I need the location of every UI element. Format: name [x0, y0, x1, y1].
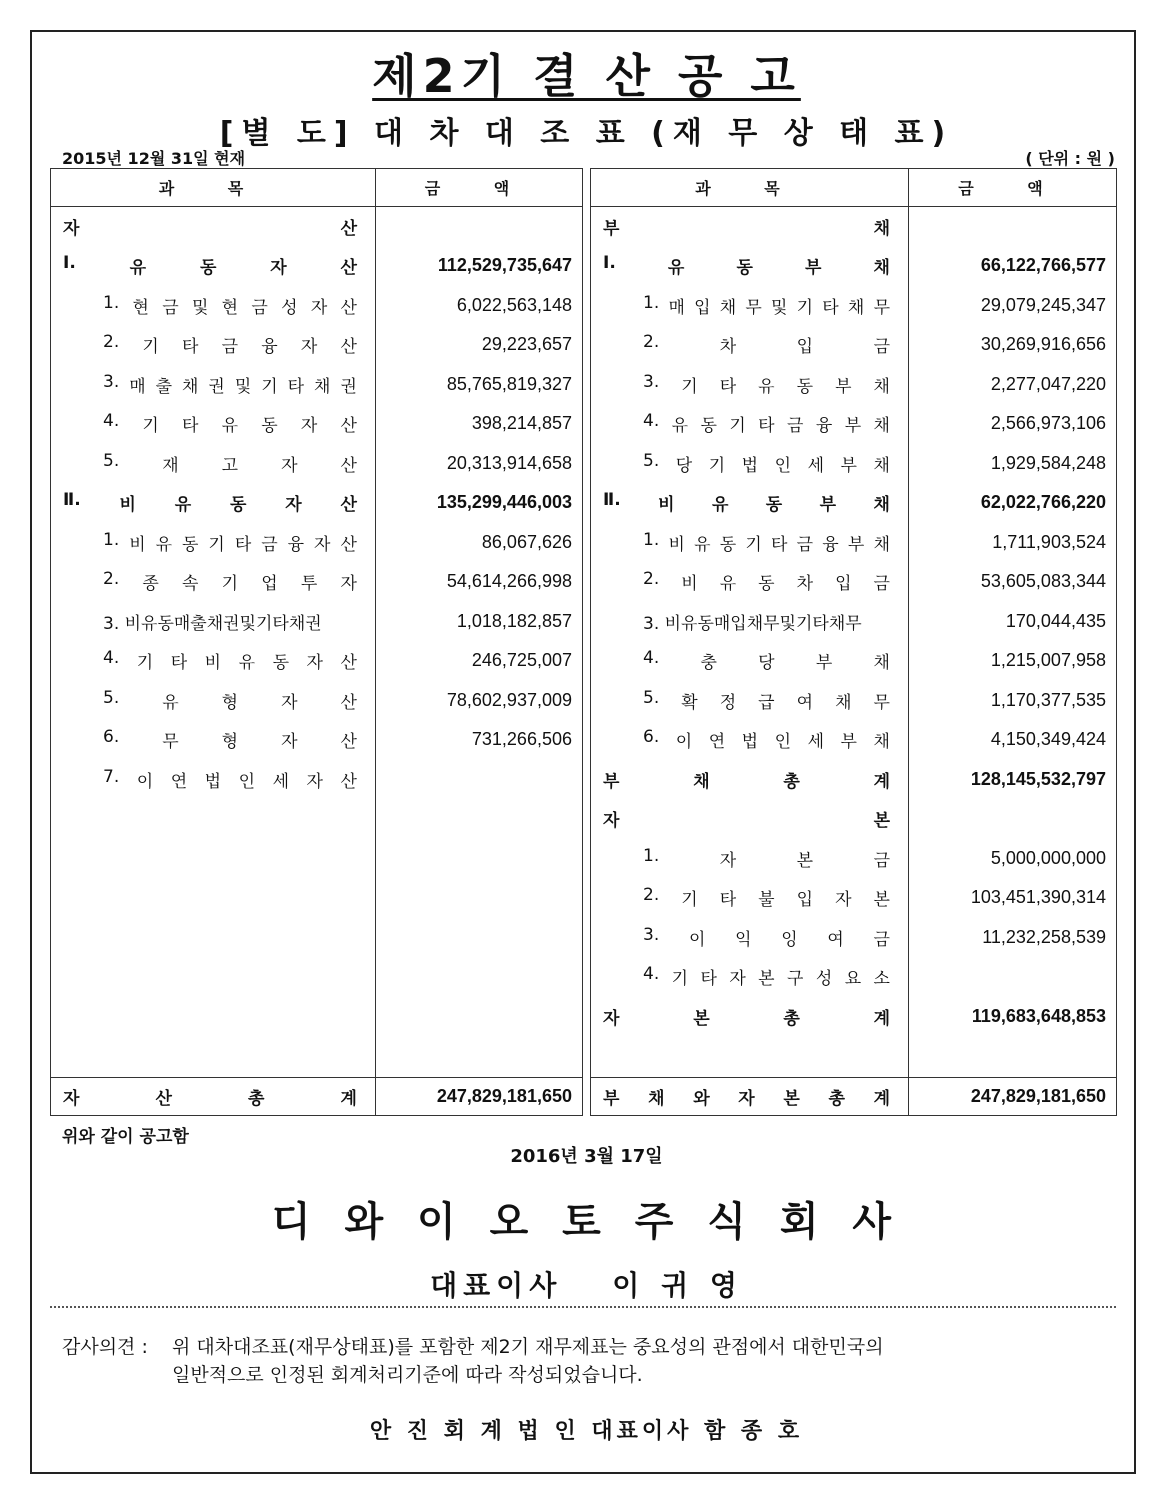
account-label-text: 2. 종 속 기 업 투 자	[103, 569, 357, 595]
table-row	[51, 523, 583, 563]
filler-row	[51, 799, 583, 1077]
account-amount: 6,022,563,148	[456, 294, 572, 315]
account-label-text: 2. 기 타 금 융 자 산	[103, 332, 357, 358]
ceo-title: 대표이사	[430, 1269, 563, 1302]
account-label	[51, 207, 376, 247]
account-label-text: 4. 유 동 기 타 금 융 부 채	[643, 411, 890, 437]
table-row	[51, 246, 583, 286]
issue-date: 2016년 3월 17일	[510, 1146, 663, 1167]
account-label	[51, 286, 376, 326]
account-amount: 1,215,007,958	[990, 650, 1106, 671]
table-row	[591, 760, 1117, 800]
total-label	[591, 1077, 909, 1115]
account-label	[591, 602, 909, 642]
account-label	[591, 957, 909, 997]
account-amount: 112,529,735,647	[437, 255, 572, 276]
account-label	[51, 562, 376, 602]
filler-cell	[376, 799, 583, 1077]
account-amount	[376, 207, 583, 247]
account-label-text: 자 본	[603, 811, 890, 832]
account-label-text: 4. 충 당 부 채	[643, 648, 890, 674]
page-subtitle: [별 도] 대 차 대 조 표 (재 무 상 태 표)	[219, 116, 954, 151]
table-row	[591, 641, 1117, 681]
account-label	[591, 760, 909, 800]
account-label	[591, 997, 909, 1037]
account-label	[591, 918, 909, 958]
account-label	[51, 483, 376, 523]
audit-label: 감사의견 :	[62, 1336, 148, 1358]
account-label-text: 2. 기 타 불 입 자 본	[643, 885, 890, 911]
table-row	[51, 286, 583, 326]
table-row	[591, 207, 1117, 247]
account-amount	[909, 799, 1117, 839]
account-label-text: 4. 기 타 비 유 동 자 산	[103, 648, 357, 674]
account-amount: 1,018,182,857	[456, 610, 572, 631]
account-header: 과 목	[591, 169, 909, 207]
table-row	[591, 444, 1117, 484]
account-label	[51, 444, 376, 484]
account-label	[591, 404, 909, 444]
account-amount: 53,605,083,344	[980, 571, 1106, 592]
filler-row	[591, 1036, 1117, 1077]
total-amount: 247,829,181,650	[376, 1077, 583, 1115]
account-label	[591, 286, 909, 326]
account-amount	[909, 957, 1117, 997]
table-row	[591, 365, 1117, 405]
account-label	[591, 641, 909, 681]
table-row	[51, 641, 583, 681]
table-row	[591, 681, 1117, 721]
table-row	[51, 444, 583, 484]
account-amount: 30,269,916,656	[980, 334, 1106, 355]
table-row	[591, 878, 1117, 918]
account-label	[51, 246, 376, 286]
account-label	[591, 562, 909, 602]
account-amount: 1,929,584,248	[990, 452, 1106, 473]
as-of-date: 2015년 12월 31일 현재	[62, 149, 246, 168]
account-label-text: 자 산	[63, 219, 357, 239]
account-label-text: 자 본 총 계	[603, 1008, 890, 1029]
total-row	[591, 1077, 1117, 1115]
account-label	[51, 641, 376, 681]
ceo-name: 이 귀 영	[612, 1269, 743, 1302]
account-label-text: 1. 매 입 채 무 및 기 타 채 무	[643, 292, 890, 318]
table-row	[51, 602, 583, 642]
account-label	[591, 444, 909, 484]
table-row	[591, 957, 1117, 997]
account-label	[51, 681, 376, 721]
account-label	[51, 365, 376, 405]
table-row	[591, 286, 1117, 326]
table-row	[591, 799, 1117, 839]
table-row	[591, 839, 1117, 879]
table-row	[591, 602, 1117, 642]
total-amount: 247,829,181,650	[909, 1077, 1117, 1115]
account-label-text: 5. 재 고 자 산	[103, 450, 357, 476]
account-label-text: 6. 이 연 법 인 세 부 채	[643, 727, 890, 753]
account-amount: 4,150,349,424	[990, 729, 1106, 750]
account-label	[51, 325, 376, 365]
account-label	[591, 720, 909, 760]
account-amount: 86,067,626	[481, 531, 572, 552]
account-amount: 246,725,007	[471, 650, 572, 671]
account-label	[51, 720, 376, 760]
account-label	[591, 523, 909, 563]
account-label-text: 3. 비유동매출채권및기타채권	[103, 613, 322, 634]
account-label	[591, 365, 909, 405]
table-row	[51, 720, 583, 760]
account-label-text: Ⅱ. 비 유 동 부 채	[603, 490, 890, 516]
divider	[50, 1306, 1116, 1308]
page-title: 제2기 결 산 공 고	[372, 49, 801, 103]
account-label	[51, 404, 376, 444]
audit-opinion-line2: 일반적으로 인정된 회계처리기준에 따라 작성되었습니다.	[172, 1364, 643, 1386]
account-label	[591, 207, 909, 247]
total-row	[51, 1077, 583, 1115]
amount-header: 금 액	[909, 169, 1117, 207]
account-label-text: Ⅱ. 비 유 동 자 산	[63, 490, 357, 516]
account-label	[591, 246, 909, 286]
account-amount: 54,614,266,998	[446, 571, 572, 592]
table-row	[591, 325, 1117, 365]
amount-header: 금 액	[376, 169, 583, 207]
account-label-text: 1. 현 금 및 현 금 성 자 산	[103, 292, 357, 318]
account-label	[591, 878, 909, 918]
table-row	[591, 523, 1117, 563]
account-label-text: Ⅰ. 유 동 자 산	[63, 253, 357, 279]
account-amount: 78,602,937,009	[446, 689, 572, 710]
account-amount: 29,223,657	[481, 334, 572, 355]
table-row	[591, 562, 1117, 602]
account-amount: 731,266,506	[471, 729, 572, 750]
account-label	[591, 325, 909, 365]
table-row	[51, 760, 583, 800]
account-label-text: 부 채 총 계	[603, 771, 890, 792]
account-label-text: 3. 매 출 채 권 및 기 타 채 권	[103, 371, 357, 397]
account-amount: 170,044,435	[1005, 610, 1106, 631]
account-amount: 66,122,766,577	[980, 255, 1106, 276]
account-amount: 2,277,047,220	[990, 373, 1106, 394]
assets-table	[50, 168, 583, 1116]
account-label-text: 3. 비유동매입채무및기타채무	[643, 613, 862, 634]
account-label-text: 2. 차 입 금	[643, 332, 890, 358]
account-label	[51, 602, 376, 642]
account-label-text: 4. 기 타 유 동 자 산	[103, 411, 357, 437]
account-amount: 5,000,000,000	[990, 847, 1106, 868]
account-label	[591, 681, 909, 721]
account-label-text: 4. 기 타 자 본 구 성 요 소	[643, 964, 890, 990]
table-row	[51, 325, 583, 365]
account-label	[51, 523, 376, 563]
total-label-text: 부 채 와 자 본 총 계	[603, 1088, 890, 1109]
account-label-text: 3. 기 타 유 동 부 채	[643, 371, 890, 397]
table-row	[591, 720, 1117, 760]
table-row	[591, 918, 1117, 958]
account-amount: 85,765,819,327	[446, 373, 572, 394]
account-amount: 20,313,914,658	[446, 452, 572, 473]
table-row	[591, 404, 1117, 444]
account-label-text: 2. 비 유 동 차 입 금	[643, 569, 890, 595]
account-amount: 398,214,857	[471, 413, 572, 434]
account-amount: 119,683,648,853	[971, 1005, 1106, 1026]
account-amount	[909, 207, 1117, 247]
unit-label: ( 단위 : 원 )	[1025, 149, 1115, 168]
account-amount: 1,711,903,524	[992, 531, 1106, 552]
table-row	[591, 246, 1117, 286]
account-label-text: 5. 유 형 자 산	[103, 687, 357, 713]
notice-text: 위와 같이 공고함	[62, 1127, 189, 1147]
total-label-text: 자 산 총 계	[63, 1088, 357, 1109]
table-row	[591, 483, 1117, 523]
account-amount: 29,079,245,347	[980, 294, 1106, 315]
account-amount	[376, 760, 583, 800]
account-label	[591, 799, 909, 839]
account-label-text: Ⅰ. 유 동 부 채	[603, 253, 890, 279]
account-amount: 135,299,446,003	[436, 492, 572, 513]
table-row	[51, 681, 583, 721]
account-amount: 128,145,532,797	[970, 768, 1106, 789]
account-label-text: 1. 자 본 금	[643, 845, 890, 871]
audit-opinion-line1: 위 대차대조표(재무상태표)를 포함한 제2기 재무제표는 중요성의 관점에서 대한민국의	[172, 1336, 884, 1358]
account-label-text: 3. 이 익 잉 여 금	[643, 924, 890, 950]
table-row	[51, 207, 583, 247]
company-name: 디 와 이 오 토 주 식 회 사	[271, 1199, 902, 1245]
filler-cell	[591, 1036, 909, 1077]
account-amount: 103,451,390,314	[970, 887, 1106, 908]
account-label	[591, 839, 909, 879]
filler-cell	[51, 799, 376, 1077]
account-header: 과 목	[51, 169, 376, 207]
table-row	[51, 404, 583, 444]
liabilities-equity-table	[590, 168, 1117, 1116]
account-label-text: 7. 이 연 법 인 세 자 산	[103, 766, 357, 792]
total-label	[51, 1077, 376, 1115]
account-amount: 1,170,377,535	[990, 689, 1106, 710]
table-row	[51, 483, 583, 523]
table-row	[591, 997, 1117, 1037]
account-amount: 62,022,766,220	[980, 492, 1106, 513]
filler-cell	[909, 1036, 1117, 1077]
account-amount: 2,566,973,106	[990, 413, 1106, 434]
ceo-line	[0, 1264, 1173, 1304]
account-label-text: 1. 비 유 동 기 타 금 융 부 채	[643, 529, 890, 555]
account-label-text: 부 채	[603, 219, 890, 239]
table-row	[51, 365, 583, 405]
account-amount: 11,232,258,539	[982, 926, 1106, 947]
auditor-signature: 안 진 회 계 법 인 대표이사 함 종 호	[369, 1419, 804, 1444]
table-row	[51, 562, 583, 602]
account-label-text: 6. 무 형 자 산	[103, 727, 357, 753]
account-label	[51, 760, 376, 800]
account-label-text: 5. 당 기 법 인 세 부 채	[643, 450, 890, 476]
account-label	[591, 483, 909, 523]
account-label-text: 1. 비 유 동 기 타 금 융 자 산	[103, 529, 357, 555]
account-label-text: 5. 확 정 급 여 채 무	[643, 687, 890, 713]
